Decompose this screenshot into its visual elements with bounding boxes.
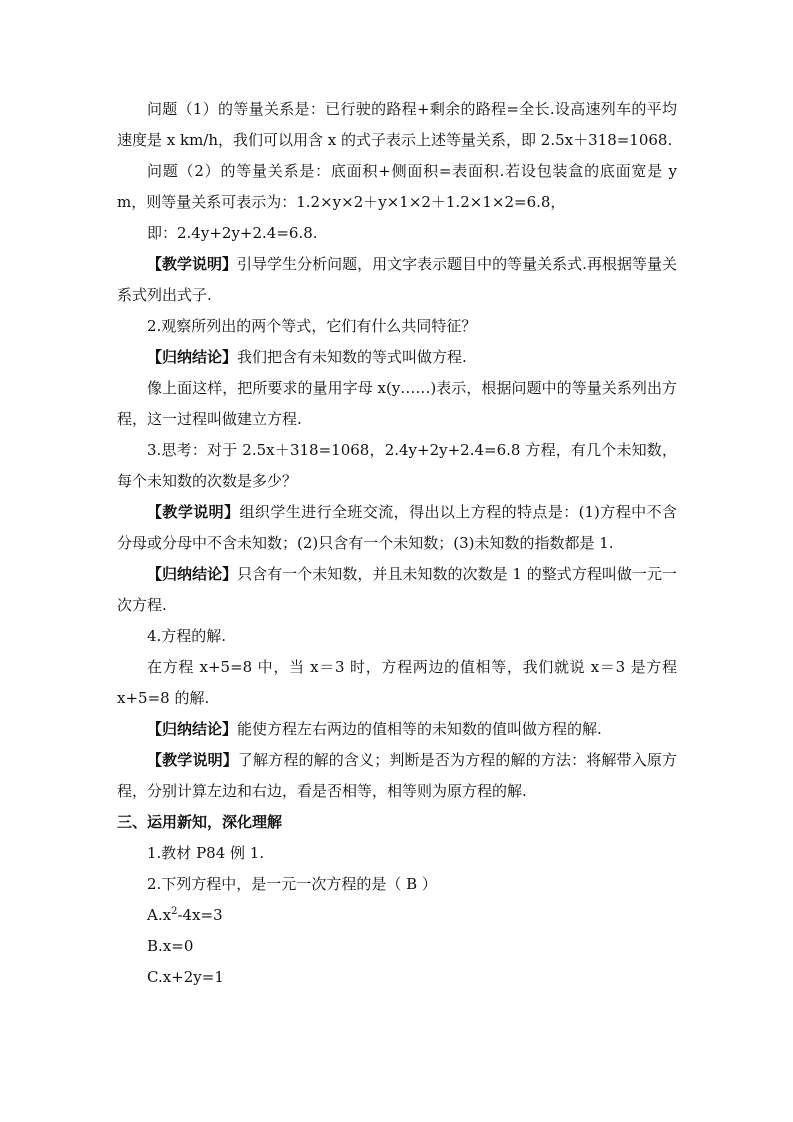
option-a-exponent: 2 [171, 906, 178, 917]
paragraph-question-3: 3.思考：对于 2.5x＋318=1068，2.4y+2y+2.4=6.8 方程，有几个未知数，每个未知数的次数是多少？ [117, 441, 677, 490]
paragraph-conclusion-3 [117, 714, 677, 745]
option-c: C.x+2y=1 [147, 968, 224, 986]
paragraph-simplified-equation: 即：2.4y+2y+2.4=6.8. [147, 224, 318, 242]
paragraph-teaching-note-1 [117, 249, 677, 311]
paragraph-problem2-relation: 问题（2）的等量关系是：底面积+侧面积=表面积.若设包装盒的底面宽是 y m，则等量关系可表示为：1.2×y×2＋y×1×2＋1.2×1×2=6.8， [117, 162, 677, 211]
paragraph-teaching-note-3 [117, 745, 677, 807]
paragraph-conclusion-2 [117, 559, 677, 621]
conclusion-label: 【归纳结论】 [147, 565, 238, 583]
teaching-note-text: 引导学生分析问题，用文字表示题目中的等量关系式.再根据等量关系式列出式子. [117, 255, 677, 304]
paragraph-solution-example: 在方程 x+5=8 中，当 x＝3 时，方程两边的值相等，我们就说 x＝3 是方程 x+5=8 的解. [117, 658, 677, 707]
paragraph-problem1-relation: 问题（1）的等量关系是：已行驶的路程+剩余的路程=全长.设高速列车的平均速度是 x km/h，我们可以用含 x 的式子表示上述等量关系，即 2.5x＋318=1068. [117, 100, 677, 149]
document-page [117, 94, 677, 993]
conclusion-label: 【归纳结论】 [147, 348, 238, 366]
paragraph-build-equation: 像上面这样，把所要求的量用字母 x(y……)表示，根据问题中的等量关系列出方程，这一过程叫做建立方程. [117, 379, 677, 428]
conclusion-text: 能使方程左右两边的值相等的未知数的值叫做方程的解. [237, 720, 602, 738]
paragraph-question-4: 4.方程的解. [147, 627, 227, 645]
teaching-note-label: 【教学说明】 [147, 255, 238, 273]
section-heading-3: 三、运用新知，深化理解 [117, 813, 283, 831]
teaching-note-text: 了解方程的解的含义；判断是否为方程的解的方法：将解带入原方程，分别计算左边和右边，看是否相等，相等则为原方程的解. [117, 751, 677, 800]
teaching-note-label: 【教学说明】 [147, 503, 240, 521]
paragraph-multiple-choice-question: 2.下列方程中，是一元一次方程的是（ B ） [147, 875, 437, 893]
conclusion-label: 【归纳结论】 [147, 720, 238, 738]
option-a-suffix: -4x=3 [177, 906, 223, 924]
paragraph-question-2: 2.观察所列出的两个等式，它们有什么共同特征？ [147, 317, 477, 335]
option-b: B.x=0 [147, 937, 194, 955]
paragraph-conclusion-1 [117, 342, 677, 373]
teaching-note-label: 【教学说明】 [147, 751, 238, 769]
teaching-note-text: 组织学生进行全班交流，得出以上方程的特点是：(1)方程中不含分母或分母中不含未知数；(2)只含有一个未知数；(3)未知数的指数都是 1. [117, 503, 677, 552]
option-a-prefix: A.x [147, 906, 172, 924]
conclusion-text: 我们把含有未知数的等式叫做方程. [237, 348, 467, 366]
paragraph-teaching-note-2 [117, 497, 677, 559]
option-a [117, 900, 677, 931]
conclusion-text: 只含有一个未知数，并且未知数的次数是 1 的整式方程叫做一元一次方程. [117, 565, 677, 614]
paragraph-textbook-example: 1.教材 P84 例 1. [147, 844, 265, 862]
